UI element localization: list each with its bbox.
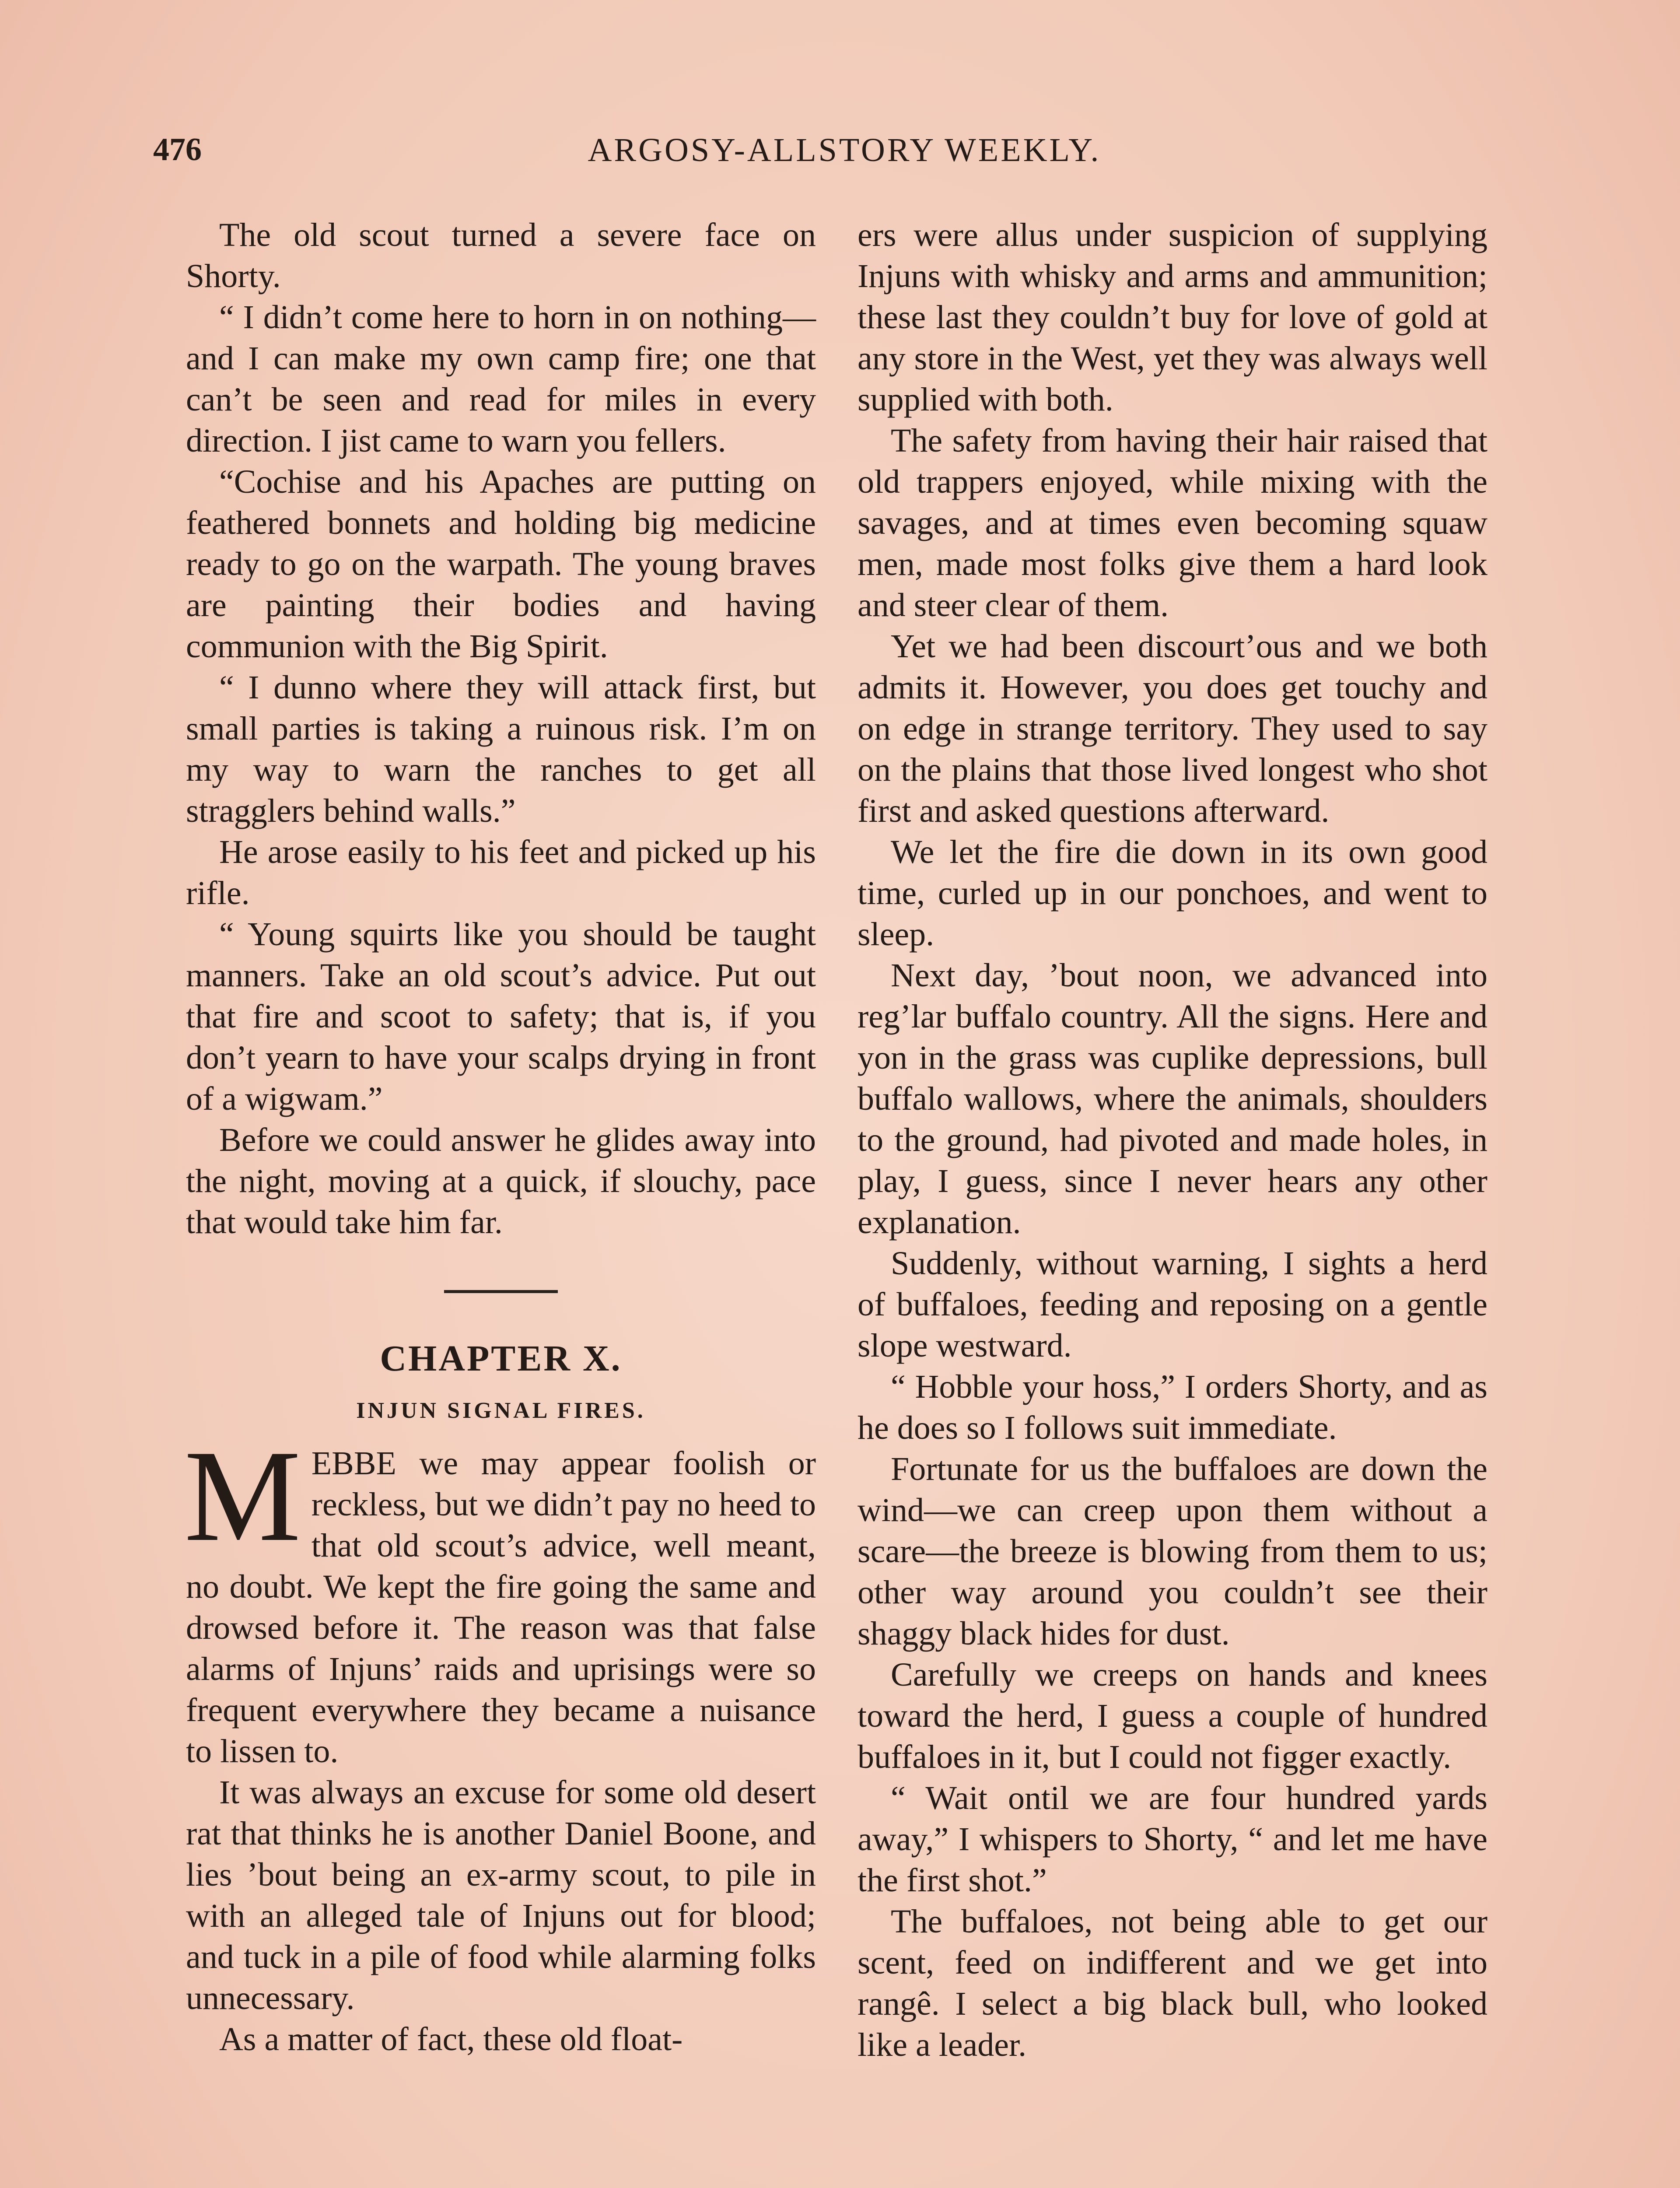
paragraph: It was always an excuse for some old desert rat that thinks he is another Daniel Boone, and lies ’bout being an ex-army scout, to pile in with an alleged tale of Injuns out for blood; and tuck in a pile of food while alarming folks unnecessary.: [186, 1774, 816, 2016]
section-divider: [444, 1290, 558, 1293]
paragraph: Next day, ’bout noon, we advanced into reg’lar buffalo country. All the signs. Here and yon in the grass was cuplike depressions, bull buffalo wallows, where the animals, shoulders to the ground, had pivoted and made holes, in play, I guess, since I never hears any other explanation.: [858, 957, 1488, 1241]
paragraph: The safety from having their hair raised that old trappers enjoyed, while mixing with the savages, and at times even becoming squaw men, made most folks give them a hard look and steer clear of them.: [858, 422, 1488, 624]
paragraph: The old scout turned a severe face on Shorty.: [186, 217, 816, 295]
drop-cap: M: [184, 1423, 301, 1568]
paragraph: “ Hobble your hoss,” I orders Shorty, and as he does so I follows suit immediate.: [858, 1368, 1488, 1446]
paragraph: The buffaloes, not being able to get our scent, feed on indifferent and we get into rangê. I select a big black bull, who looked like a leader.: [858, 1903, 1488, 2063]
paragraph: “ I didn’t come here to horn in on nothing—and I can make my own camp fire; one that can’t be seen and read for miles in every direction. I jist came to warn you fellers.: [186, 299, 816, 459]
paragraph: “ Wait ontil we are four hundred yards away,” I whispers to Shorty, “ and let me have the first shot.”: [858, 1780, 1488, 1899]
paragraph: He arose easily to his feet and picked up his rifle.: [186, 834, 816, 912]
paragraph: Fortunate for us the buffaloes are down the wind—we can creep upon them without a scare—the breeze is blowing from them to us; other way around you couldn’t see their shaggy black hides for dust.: [858, 1451, 1488, 1652]
chapter-subtitle: INJUN SIGNAL FIRES.: [356, 1398, 646, 1423]
paragraph: Yet we had been discourt’ous and we both admits it. However, you does get touchy and on edge in strange territory. They used to say on the plains that those lived longest who shot first and asked questions afterward.: [858, 628, 1488, 829]
running-head: ARGOSY-ALLSTORY WEEKLY.: [588, 132, 1101, 168]
right-column: [858, 214, 1488, 2065]
paragraph: Before we could answer he glides away into the night, moving at a quick, if slouchy, pace that would take him far.: [186, 1122, 816, 1241]
chapter-title: CHAPTER X.: [380, 1338, 622, 1379]
dropcap-paragraph-text: EBBE we may appear foolish or reckless, but we didn’t pay no heed to that old scout’s advice, well meant, no doubt. We kept the fire going the same and drowsed before it. The reason was that false alarms of Injuns’ raids and uprisings were so frequent everywhere they became a nuisance to lissen to.: [186, 1445, 816, 1770]
paragraph: “ Young squirts like you should be taught manners. Take an old scout’s advice. Put out that fire and scoot to safety; that is, if you don’t yearn to have your scalps drying in front of a wigwam.”: [186, 916, 816, 1117]
paragraph: As a matter of fact, these old float-: [219, 2021, 683, 2058]
paragraph: We let the fire die down in its own good time, curled up in our ponchoes, and went to sleep.: [858, 834, 1488, 953]
paragraph: “Cochise and his Apaches are putting on feathered bonnets and holding big medicine ready to go on the warpath. The young braves are painting their bodies and having communion with the Big Spirit.: [186, 463, 816, 665]
dropcap-paragraph: [184, 1423, 816, 1772]
paragraph: Carefully we creeps on hands and knees toward the herd, I guess a couple of hundred buffaloes in it, but I could not figger exactly.: [858, 1656, 1488, 1775]
page-header: [153, 131, 1536, 188]
page-number: 476: [153, 132, 202, 168]
paragraph: Suddenly, without warning, I sights a herd of buffaloes, feeding and reposing on a gentle slope westward.: [858, 1245, 1488, 1364]
paragraph: “ I dunno where they will attack first, but small parties is taking a ruinous risk. I’m on my way to warn the ranches to get all stragglers behind walls.”: [186, 669, 816, 829]
continued-paragraph: ers were allus under suspicion of supplying Injuns with whisky and arms and ammunition; these last they couldn’t buy for love of gold at any store in the West, yet they was always well supplied with both.: [858, 217, 1488, 418]
left-column: [186, 214, 816, 2060]
